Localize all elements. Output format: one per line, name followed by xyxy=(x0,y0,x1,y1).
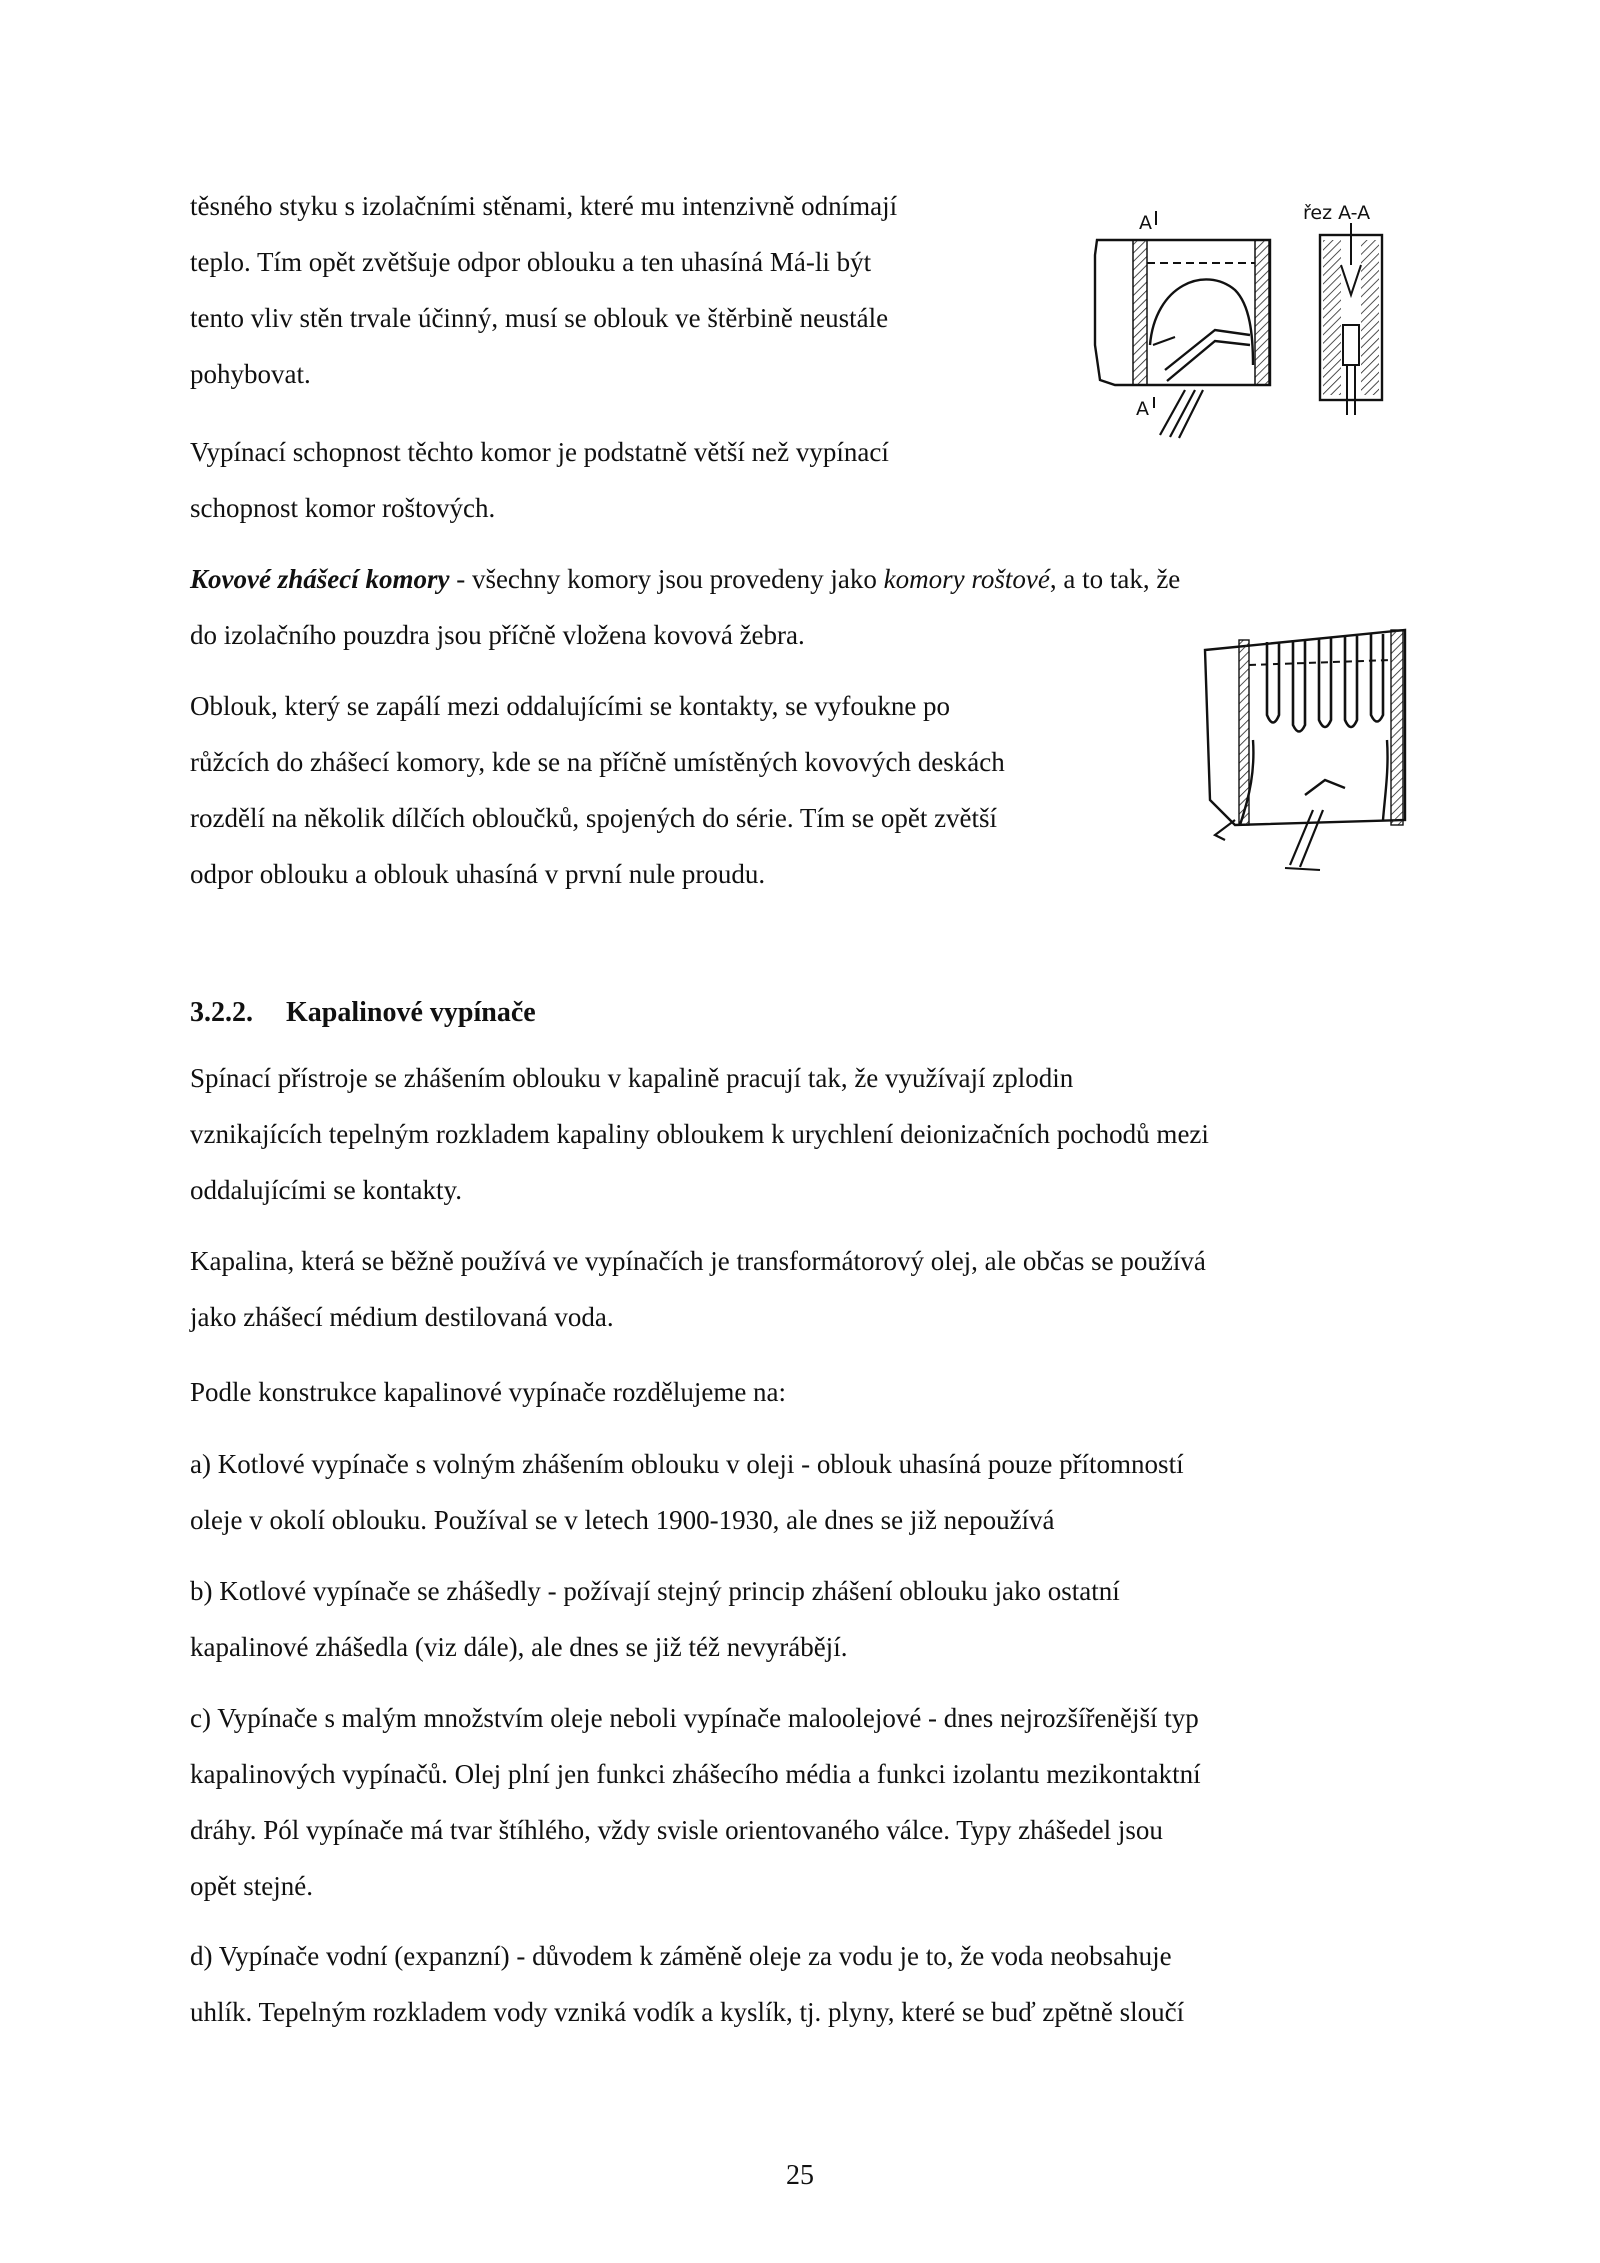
paragraph-3 xyxy=(190,551,1180,663)
text-line: oddalujícími se kontakty. xyxy=(190,1175,462,1205)
term-grid-chambers: komory roštové xyxy=(883,564,1050,594)
paragraph-7 xyxy=(190,1364,786,1420)
text-line: schopnost komor roštových. xyxy=(190,493,496,523)
text-line: do izolačního pouzdra jsou příčně vložena kovová žebra. xyxy=(190,620,805,650)
section-number: 3.2.2. xyxy=(190,997,253,1028)
paragraph-10 xyxy=(190,1690,1201,1914)
text-line xyxy=(190,551,1180,607)
text-line: Vypínací schopnost těchto komor je podstatně větší než vypínací xyxy=(190,437,889,467)
text-span: - všechny komory jsou provedeny jako xyxy=(449,564,884,594)
label-a-top: A xyxy=(1139,212,1152,234)
label-a-bottom: A xyxy=(1136,398,1149,420)
figure-metal-chute xyxy=(1195,620,1425,875)
text-line: d) Vypínače vodní (expanzní) - důvodem k záměně oleje za vodu je to, že voda neobsahuje xyxy=(190,1941,1172,1971)
term-metal-chambers: Kovové zhášecí komory xyxy=(190,564,450,594)
text-line: b) Kotlové vypínače se zhášedly - požívají stejný princip zhášení oblouku jako ostatní xyxy=(190,1576,1120,1606)
text-line: c) Vypínače s malým množstvím oleje neboli vypínače maloolejové - dnes nejrozšířenější typ xyxy=(190,1703,1199,1733)
paragraph-5 xyxy=(190,1050,1209,1218)
text-line: odpor oblouku a oblouk uhasíná v první nule proudu. xyxy=(190,859,766,889)
text-line: uhlík. Tepelným rozkladem vody vzniká vodík a kyslík, tj. plyny, které se buď zpětně sloučí xyxy=(190,1997,1185,2027)
text-line: růžcích do zhášecí komory, kde se na příčně umístěných kovových deskách xyxy=(190,747,1005,777)
paragraph-9 xyxy=(190,1563,1120,1675)
section-heading xyxy=(190,985,536,1041)
paragraph-2 xyxy=(190,424,889,536)
text-line: jako zhášecí médium destilovaná voda. xyxy=(190,1302,614,1332)
text-line: kapalinových vypínačů. Olej plní jen funkci zhášecího média a funkci izolantu mezikontaktní xyxy=(190,1759,1201,1789)
slot-chamber-drawing xyxy=(1055,195,1415,445)
paragraph-6 xyxy=(190,1233,1206,1345)
text-line: vznikajících tepelným rozkladem kapaliny obloukem k urychlení deionizačních pochodů mezi xyxy=(190,1119,1209,1149)
text-line: Kapalina, která se běžně používá ve vypínačích je transformátorový olej, ale občas se používá xyxy=(190,1246,1206,1276)
paragraph-1 xyxy=(190,178,897,402)
text-line: Spínací přístroje se zhášením oblouku v kapalině pracují tak, že využívají zplodin xyxy=(190,1063,1074,1093)
metal-chute-drawing xyxy=(1195,620,1425,875)
paragraph-8 xyxy=(190,1436,1184,1548)
text-line: oleje v okolí oblouku. Používal se v letech 1900-1930, ale dnes se již nepoužívá xyxy=(190,1505,1055,1535)
text-span: , a to tak, že xyxy=(1049,564,1181,594)
text-line: Oblouk, který se zapálí mezi oddalujícími se kontakty, se vyfoukne po xyxy=(190,691,951,721)
label-section-aa: řez A-A xyxy=(1303,202,1371,224)
paragraph-4 xyxy=(190,678,1005,902)
text-line: opět stejné. xyxy=(190,1871,313,1901)
text-line: kapalinové zhášedla (viz dále), ale dnes se již též nevyrábějí. xyxy=(190,1632,848,1662)
section-title: Kapalinové vypínače xyxy=(286,997,536,1028)
text-line: dráhy. Pól vypínače má tvar štíhlého, vždy svisle orientovaného válce. Typy zhášedel jsou xyxy=(190,1815,1163,1845)
text-line: těsného styku s izolačními stěnami, které mu intenzivně odnímají xyxy=(190,191,898,221)
text-line: pohybovat. xyxy=(190,359,311,389)
text-line: teplo. Tím opět zvětšuje odpor oblouku a ten uhasíná Má-li být xyxy=(190,247,872,277)
text-line: rozdělí na několik dílčích obloučků, spojených do série. Tím se opět zvětší xyxy=(190,803,998,833)
paragraph-11 xyxy=(190,1928,1184,2040)
page-number: 25 xyxy=(786,2160,814,2191)
text-line: tento vliv stěn trvale účinný, musí se oblouk ve štěrbině neustále xyxy=(190,303,889,333)
text-line: a) Kotlové vypínače s volným zhášením oblouku v oleji - oblouk uhasíná pouze přítomností xyxy=(190,1449,1184,1479)
text-line: Podle konstrukce kapalinové vypínače rozdělujeme na: xyxy=(190,1377,787,1407)
figure-slot-chamber xyxy=(1055,195,1415,445)
